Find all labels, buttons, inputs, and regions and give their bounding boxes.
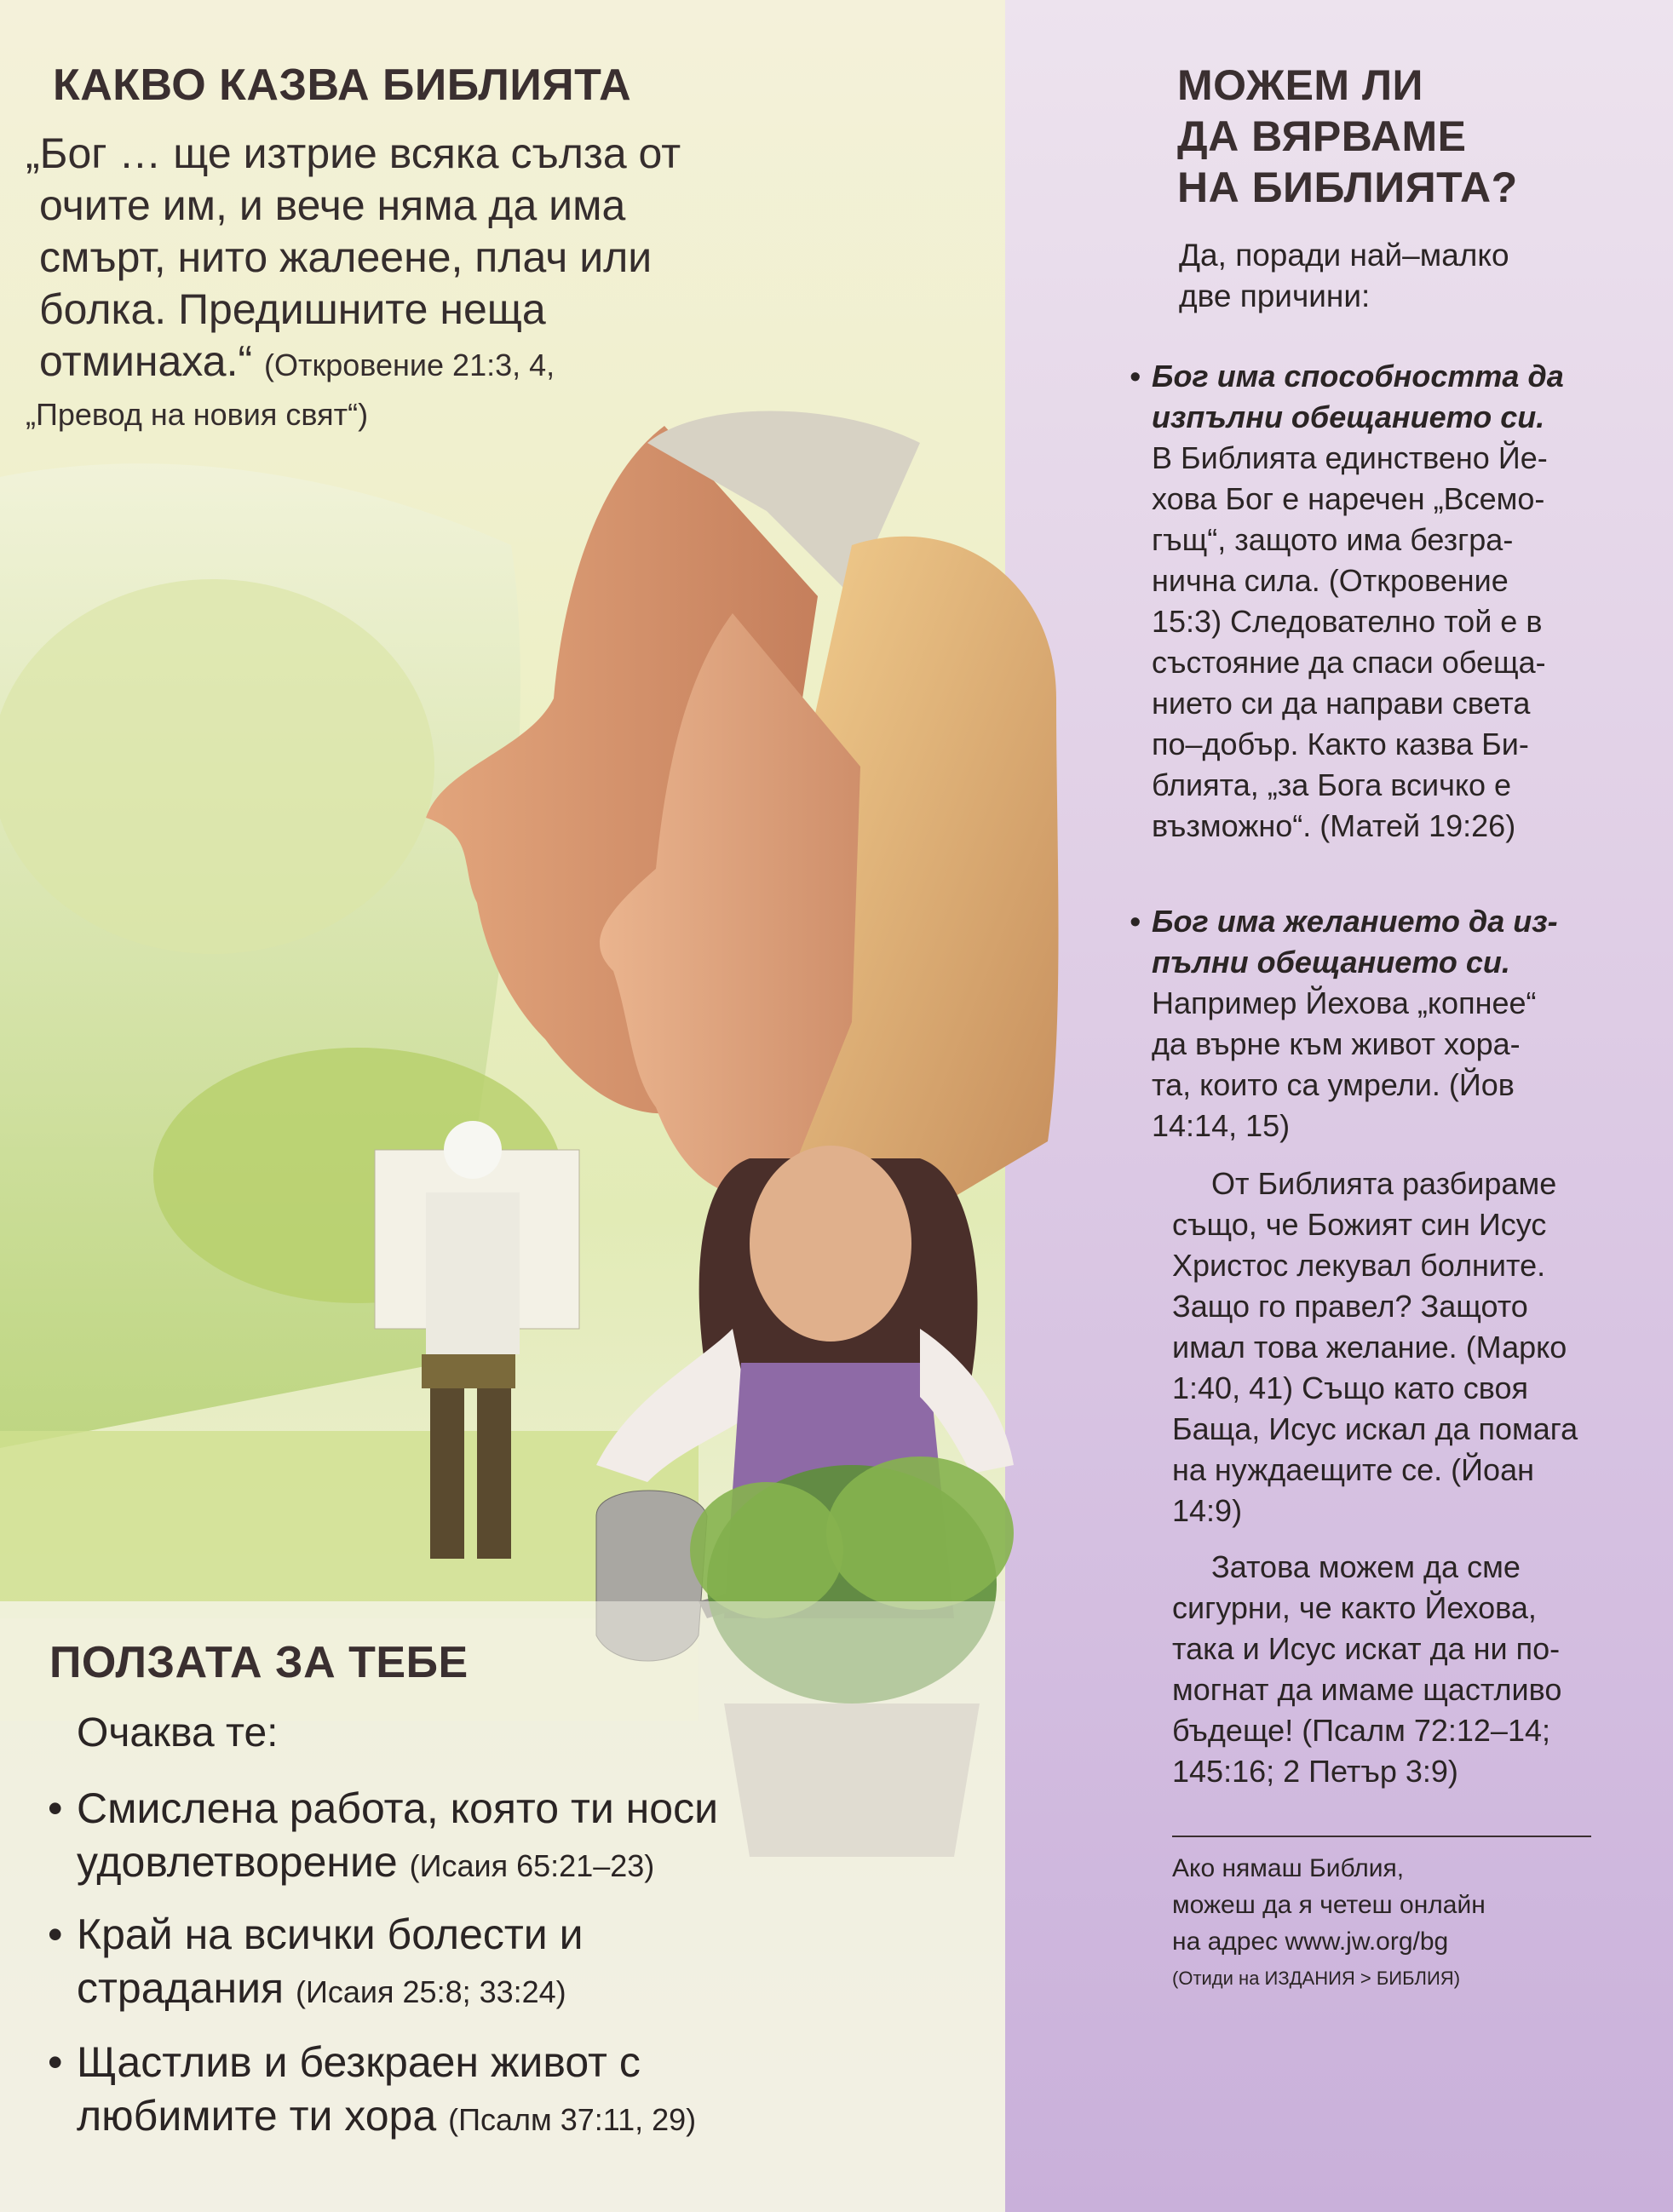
- reason-title: Бог има желанието да из-: [1152, 904, 1558, 939]
- reason-line: Например Йехова „копнее“: [1152, 985, 1537, 1020]
- benefit-line: Смислена работа, която ти носи: [77, 1784, 719, 1832]
- paragraph-line: на нуждаещите се. (Йоан: [1172, 1452, 1534, 1487]
- paragraph-line: могнат да имаме щастливо: [1172, 1672, 1562, 1707]
- reason-line: хова Бог е наречен „Всемо-: [1152, 481, 1545, 516]
- quote-line: очите им, и вече няма да има: [39, 181, 626, 229]
- benefit-reference: (Исаия 25:8; 33:24): [296, 1974, 566, 2009]
- benefit-line: страдания: [77, 1964, 285, 2012]
- paragraph-line: така и Исус искат да ни по-: [1172, 1631, 1561, 1666]
- bullet-dot: •: [48, 1784, 63, 1832]
- intro-line: Да, поради най–малко: [1179, 238, 1509, 273]
- quote-line: отминаха.“: [39, 337, 253, 385]
- benefits-intro: Очаква те:: [77, 1710, 279, 1755]
- paragraph-line: 14:9): [1172, 1493, 1243, 1528]
- reason-line: по–добър. Както казва Би-: [1152, 727, 1529, 761]
- benefit-item: [48, 1782, 775, 1893]
- right-heading-line: МОЖЕМ ЛИ: [1177, 61, 1423, 109]
- right-heading: [1177, 60, 1518, 213]
- reason-1: [1130, 356, 1612, 847]
- footnote-line: Ако нямаш Библия,: [1172, 1854, 1405, 1882]
- benefit-reference: (Псалм 37:11, 29): [448, 2102, 697, 2137]
- paragraph-line: От Библията разбираме: [1211, 1166, 1557, 1201]
- right-heading-line: НА БИБЛИЯТА?: [1177, 164, 1518, 211]
- footnote-line: можеш да я четеш онлайн: [1172, 1891, 1486, 1919]
- paragraph-conclusion: [1172, 1547, 1615, 1792]
- reason-line: нична сила. (Откровение: [1152, 563, 1509, 598]
- paragraph-line: сигурни, че както Йехова,: [1172, 1590, 1537, 1625]
- benefit-reference: (Исаия 65:21–23): [409, 1848, 655, 1883]
- reason-title: пълни обещанието си.: [1152, 945, 1510, 980]
- right-heading-line: ДА ВЯРВАМЕ: [1177, 112, 1467, 160]
- paragraph-line: 145:16; 2 Петър 3:9): [1172, 1754, 1458, 1789]
- bullet-dot: •: [48, 1910, 63, 1958]
- intro-line: две причини:: [1179, 279, 1371, 313]
- footnote-hint: (Отиди на ИЗДАНИЯ > БИБЛИЯ): [1172, 1968, 1461, 1989]
- paragraph-line: 1:40, 41) Също като своя: [1172, 1370, 1528, 1405]
- reason-line: възможно“. (Матей 19:26): [1152, 808, 1516, 843]
- benefits-heading: ПОЛЗАТА ЗА ТЕБЕ: [49, 1638, 469, 1687]
- footnote: [1172, 1850, 1590, 1997]
- benefit-line: Щастлив и безкраен живот с: [77, 2038, 641, 2086]
- quote-line: смърт, нито жалеене, плач или: [39, 233, 653, 281]
- reason-line: В Библията единствено Йе-: [1152, 440, 1548, 475]
- benefit-line: удовлетворение: [77, 1838, 398, 1886]
- reason-line: 15:3) Следователно той е в: [1152, 604, 1543, 639]
- bullet-dot: •: [1130, 359, 1141, 394]
- reason-line: гъщ“, защото има безгра-: [1152, 522, 1514, 557]
- paragraph-line: Баща, Исус искал да помага: [1172, 1411, 1578, 1446]
- reason-title: изпълни обещанието си.: [1152, 399, 1545, 434]
- bible-quote: [26, 128, 772, 439]
- paragraph-line: също, че Божият син Исус: [1172, 1207, 1547, 1242]
- bullet-dot: •: [48, 2038, 63, 2086]
- right-intro: [1179, 235, 1537, 317]
- benefit-item: [48, 2036, 775, 2146]
- reason-line: състояние да спаси обеща-: [1152, 645, 1546, 680]
- reason-2: [1130, 901, 1612, 1146]
- reason-line: блията, „за Бога всичко е: [1152, 767, 1512, 802]
- quote-reference: (Откровение 21:3, 4,: [264, 348, 555, 382]
- quote-line: болка. Предишните неща: [39, 285, 546, 333]
- footnote-divider: [1172, 1836, 1591, 1837]
- benefit-item: [48, 1908, 775, 2019]
- reason-title: Бог има способността да: [1152, 359, 1564, 394]
- bullet-dot: •: [1130, 904, 1141, 939]
- paragraph-line: Защо го правел? Защото: [1172, 1289, 1528, 1324]
- footnote-link[interactable]: на адрес www.jw.org/bg: [1172, 1928, 1449, 1956]
- reason-line: 14:14, 15): [1152, 1108, 1291, 1143]
- quote-reference: „Превод на новия свят“): [26, 397, 369, 432]
- reason-line: да върне към живот хора-: [1152, 1026, 1521, 1061]
- quote-line: „Бог … ще изтрие всяка сълза от: [26, 129, 681, 177]
- paragraph-line: имал това желание. (Марко: [1172, 1330, 1567, 1365]
- reason-line: нието си да направи света: [1152, 686, 1531, 721]
- paragraph-line: Затова можем да сме: [1211, 1549, 1521, 1584]
- reason-line: та, които са умрели. (Йов: [1152, 1067, 1515, 1102]
- left-heading: КАКВО КАЗВА БИБЛИЯТА: [53, 60, 632, 110]
- paragraph-line: Христос лекувал болните.: [1172, 1248, 1546, 1283]
- benefit-line: Край на всички болести и: [77, 1910, 584, 1958]
- paragraph-line: бъдеще! (Псалм 72:12–14;: [1172, 1713, 1550, 1748]
- paragraph-jesus: [1172, 1163, 1615, 1531]
- benefit-line: любимите ти хора: [77, 2092, 437, 2140]
